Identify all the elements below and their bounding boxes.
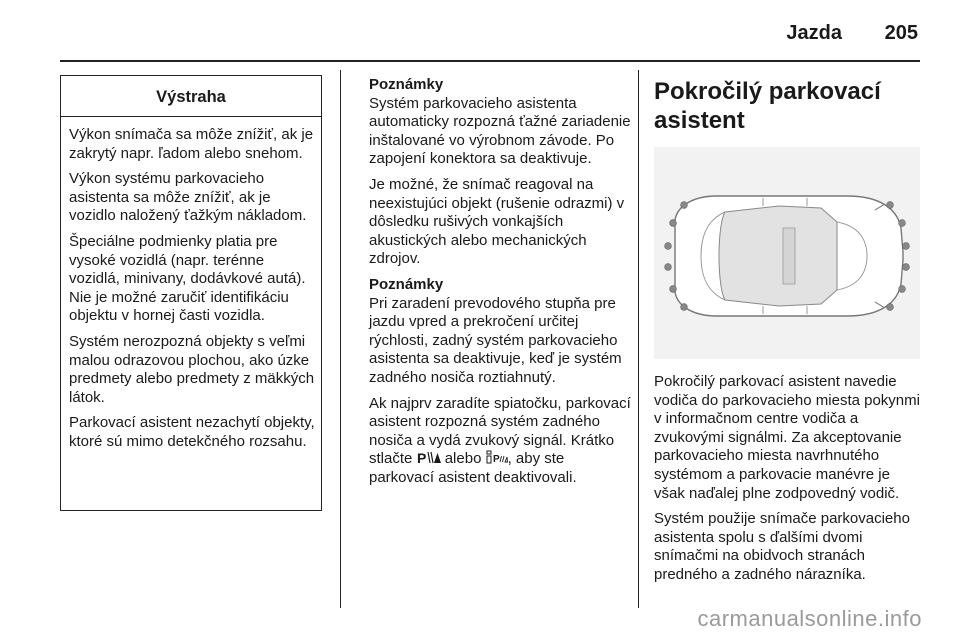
car-sensor-diagram: [654, 147, 920, 359]
section-heading: Pokročilý parkovací asistent: [654, 78, 881, 134]
section-title: Jazda: [786, 22, 842, 44]
page-number: 205: [884, 22, 918, 44]
warning-box: [60, 75, 322, 511]
column-divider: [340, 70, 341, 608]
warning-title: Výstraha: [61, 76, 321, 117]
body-paragraph: Systém použije snímače parkovacieho asistenta spolu s ďalšími dvomi snímačmi na obidvoch stranách predného a zadného nárazníka.: [654, 510, 910, 583]
note-text: Systém parkovacieho asistenta automaticky rozpozná ťažné zariadenie inštalované vo výrobnom závode. Po zapojení konektora sa deaktivuje.: [369, 94, 631, 168]
body-paragraph: Pokročilý parkovací asistent navedie vodiča do parkovacieho miesta pokynmi v informačnom centre vodiča a zvukovými signálmi. Za akceptovanie parkovacieho miesta navrhnutého systémom a parkovacie manévre je však naďalej plne zodpovedný vodič.: [654, 373, 920, 502]
paragraph-text: , aby ste parkovací asistent deaktivovali.: [369, 450, 577, 486]
warning-body: [61, 117, 321, 452]
warning-paragraph: Výkon systému parkovacieho asistenta sa môže znížiť, ak je vozidlo naložený ťažkým nákladom.: [69, 170, 307, 225]
warning-paragraph: Systém nerozpozná objekty s veľmi malou odrazovou plochou, ako úzke predmety alebo predmety z mäkkých látok.: [69, 332, 315, 406]
parking-button-icon: [486, 450, 508, 467]
paragraph-text: Ak najprv zaradíte spiatočku, parkovací asistent rozpozná systém zadného nosiča a vydá zvukový signál. Krátko stlačte: [369, 394, 631, 468]
middle-column: [369, 76, 631, 494]
warning-paragraph: Výkon snímača sa môže znížiť, ak je zakrytý napr. ľadom alebo snehom.: [69, 126, 314, 162]
page-header: [0, 22, 960, 52]
column-divider: [638, 70, 639, 608]
body-paragraph: Je možné, že snímač reagoval na neexistujúci objekt (rušenie odrazmi) v dôsledku rušivých vonkajších akustických alebo mechanických zdrojov.: [369, 175, 625, 268]
paragraph-text: alebo: [444, 450, 482, 468]
warning-paragraph: Parkovací asistent nezachytí objekty, ktoré sú mimo detekčného rozsahu.: [69, 414, 315, 450]
note-text: Pri zaradení prevodového stupňa pre jazdu vpred a prekročení určitej rýchlosti, zadný systém parkovacieho asistenta sa deaktivuje, keď je systém zadného nosiča roztiahnutý.: [369, 294, 622, 386]
right-column: [654, 76, 922, 592]
header-rule: [60, 60, 920, 62]
note-heading: Poznámky: [369, 76, 444, 93]
svg-text:P: P: [492, 454, 500, 466]
warning-paragraph: Špeciálne podmienky platia pre vysoké vozidlá (napr. terénne vozidlá, minivany, dodávkové autá). Nie je možné zaručiť identifikáciu objektu v hornej časti vozidla.: [69, 232, 306, 325]
body-paragraph: [369, 395, 631, 488]
park-assist-button-icon: [417, 450, 441, 467]
watermark: carmanualsonline.info: [697, 606, 922, 631]
svg-text:P: P: [416, 450, 426, 466]
note-heading: Poznámky: [369, 275, 444, 293]
